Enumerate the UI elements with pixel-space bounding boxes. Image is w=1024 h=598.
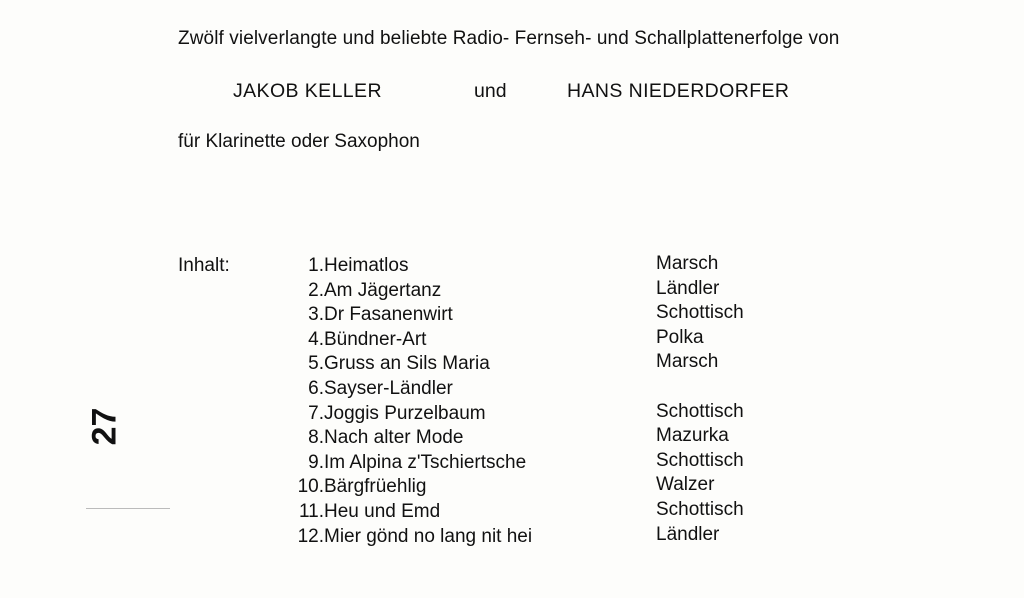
item-genre: Schottisch: [656, 400, 744, 422]
divider: [86, 508, 170, 509]
item-number: 3.: [308, 304, 324, 326]
composer-name-2: HANS NIEDERDORFER: [567, 80, 790, 102]
list-item: [284, 525, 824, 550]
instrumentation-text: für Klarinette oder Saxophon: [178, 131, 420, 152]
item-genre: Ländler: [656, 277, 720, 299]
item-number: 12.: [297, 525, 324, 547]
item-number: 10.: [297, 476, 324, 498]
list-item: [284, 451, 824, 476]
item-genre: Walzer: [656, 474, 715, 496]
item-title: Mier gönd no lang nit hei: [324, 525, 533, 547]
list-item: [284, 475, 824, 500]
contents-list: [284, 254, 824, 549]
item-genre: Marsch: [656, 253, 719, 274]
item-number: 9.: [308, 451, 324, 473]
composer-name-1: JAKOB KELLER: [233, 80, 382, 102]
page-number: 27: [85, 407, 124, 446]
item-title: Dr Fasanenwirt: [324, 304, 453, 326]
item-number: 11.: [298, 500, 324, 522]
list-item: [284, 279, 824, 304]
item-title: Heimatlos: [324, 255, 409, 276]
item-number: 8.: [308, 427, 324, 449]
list-item: [284, 377, 824, 402]
conjunction-text: und: [474, 80, 507, 102]
item-number: 4.: [308, 328, 324, 350]
item-title: Heu und Emd: [324, 500, 441, 522]
list-item: [284, 402, 824, 427]
item-genre: Schottisch: [656, 498, 744, 520]
list-item: [284, 352, 824, 377]
item-title: Bärgfrüehlig: [324, 476, 427, 498]
list-item: [284, 426, 824, 451]
item-genre: Mazurka: [656, 425, 729, 447]
list-item: [284, 500, 824, 525]
item-title: Bündner-Art: [324, 328, 427, 350]
item-number: 7.: [308, 402, 324, 424]
item-genre: Marsch: [656, 351, 719, 373]
item-genre: Schottisch: [656, 449, 744, 471]
item-title: Gruss an Sils Maria: [324, 353, 490, 375]
item-title: Im Alpina z'Tschiertsche: [324, 451, 527, 473]
item-title: Nach alter Mode: [324, 427, 464, 449]
item-number: 5.: [308, 353, 324, 375]
item-genre: Polka: [656, 326, 704, 348]
list-item: [284, 328, 824, 353]
item-number: 6.: [308, 377, 324, 399]
item-number: 2.: [308, 279, 324, 301]
item-title: Sayser-Ländler: [324, 377, 453, 399]
list-item: [284, 303, 824, 328]
contents-label: Inhalt:: [178, 255, 230, 276]
item-genre: Ländler: [656, 523, 720, 545]
intro-text: Zwölf vielverlangte und beliebte Radio- Fernseh- und Schallplattenerfolge von: [178, 28, 840, 49]
item-genre: Schottisch: [656, 302, 744, 324]
list-item: [284, 254, 824, 279]
item-title: Am Jägertanz: [324, 279, 442, 301]
item-number: 1.: [308, 255, 324, 276]
item-title: Joggis Purzelbaum: [324, 402, 486, 424]
